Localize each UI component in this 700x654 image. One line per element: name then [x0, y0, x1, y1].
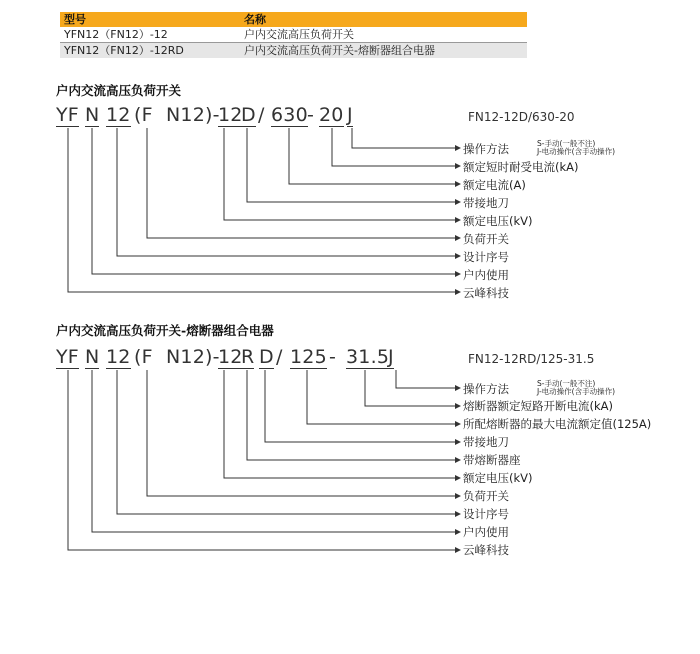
code-part: YF [56, 104, 79, 126]
code-part: / [276, 346, 283, 368]
section2-label: 负荷开关 [463, 489, 509, 503]
section1-label: 额定短时耐受电流(kA) [463, 160, 579, 174]
leader-line [224, 128, 460, 220]
operation-label: 操作方法 [463, 382, 509, 396]
section2-label: 带接地刀 [463, 435, 509, 449]
leader-line [147, 128, 460, 238]
table-header-model: 型号 [60, 12, 240, 27]
code-part: (F [134, 104, 153, 126]
operation-label: 操作方法 [463, 142, 509, 156]
operation-sub1: S-手动(一般不注) [537, 139, 596, 148]
code-part: J [388, 346, 394, 368]
code-part: - [329, 346, 337, 368]
leader-line [247, 370, 460, 460]
leader-line [332, 128, 460, 166]
code-part: N [85, 346, 100, 368]
code-part: - [307, 104, 315, 126]
table-cell-name: 户内交流高压负荷开关 [240, 27, 527, 43]
leader-line [307, 370, 460, 424]
section1-label: 额定电流(A) [463, 178, 526, 192]
section1-label: 负荷开关 [463, 232, 509, 246]
code-part: YF [56, 346, 79, 368]
section2-label: 带熔断器座 [463, 453, 521, 467]
code-part: 12 [218, 346, 243, 368]
leader-line [396, 370, 460, 388]
code-part: 31.5 [346, 346, 390, 368]
operation-sub2: J-电动操作(含手动操作) [537, 387, 616, 396]
section1-label: 户内使用 [463, 268, 509, 282]
code-part: R [241, 346, 255, 368]
code-part: 125 [290, 346, 327, 368]
section2-label: 额定电压(kV) [463, 471, 533, 485]
section1-label: 带接地刀 [463, 196, 509, 210]
operation-sub2: J-电动操作(含手动操作) [537, 147, 616, 156]
table-cell-model: YFN12（FN12）-12 [60, 27, 240, 43]
section2-label: 所配熔断器的最大电流额定值(125A) [463, 417, 652, 431]
leader-line [247, 128, 460, 202]
section2-example: FN12-12RD/125-31.5 [468, 352, 595, 366]
section2-title: 户内交流高压负荷开关-熔断器组合电器 [56, 323, 274, 338]
code-part: 12 [218, 104, 243, 126]
code-part: N12)- [166, 346, 220, 368]
code-part: 20 [319, 104, 344, 126]
section1-title: 户内交流高压负荷开关 [56, 83, 182, 98]
code-part: 630 [271, 104, 308, 126]
code-part: N [85, 104, 100, 126]
operation-sub1: S-手动(一般不注) [537, 379, 596, 388]
code-part: D [241, 104, 256, 126]
section2-label: 户内使用 [463, 525, 509, 539]
table-header-name: 名称 [240, 12, 527, 27]
section1-example: FN12-12D/630-20 [468, 110, 575, 124]
section2-label: 设计序号 [463, 507, 509, 521]
code-part: 12 [106, 104, 131, 126]
code-part: / [258, 104, 265, 126]
section2-label: 熔断器额定短路开断电流(kA) [463, 399, 613, 413]
leader-line [68, 128, 460, 292]
code-part: D [259, 346, 274, 368]
leader-line [352, 128, 460, 148]
leader-line [289, 128, 460, 184]
code-part: J [347, 104, 353, 126]
section1-label: 设计序号 [463, 250, 509, 264]
code-part: N12)- [166, 104, 220, 126]
section1-label: 额定电压(kV) [463, 214, 533, 228]
table-cell-model: YFN12（FN12）-12RD [60, 43, 240, 59]
leader-line [147, 370, 460, 496]
code-part: (F [134, 346, 153, 368]
section1-label: 云峰科技 [463, 286, 509, 300]
code-part: 12 [106, 346, 131, 368]
table-cell-name: 户内交流高压负荷开关-熔断器组合电器 [240, 43, 527, 59]
section2-label: 云峰科技 [463, 543, 509, 557]
